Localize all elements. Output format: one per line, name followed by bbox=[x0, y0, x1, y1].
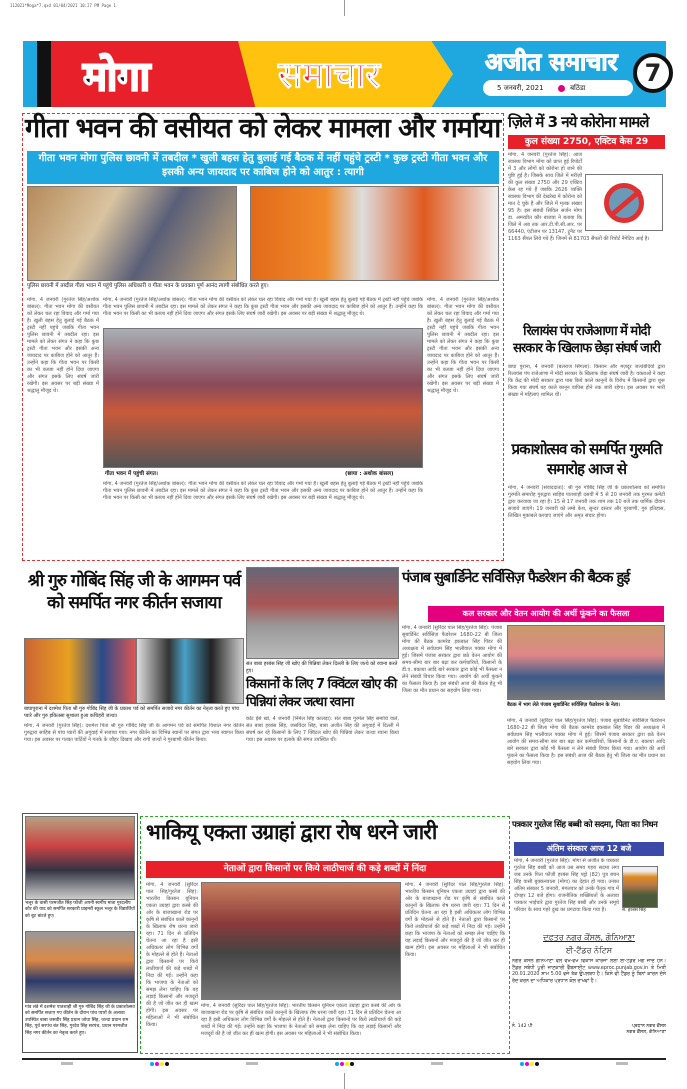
lead-caption-1: पुलिस छावनी में तब्दील गीता भवन में पहुंचे पुलिस अधिकारी व गीता भवन के प्रवक्ता पूर्ण आनंद त्यागी संबोधित करते हुए। bbox=[27, 283, 269, 289]
nagar-kirtan-caption: बाघापुराना में दशमेश पिता श्री गुरु गोबिंद सिंह जी के प्रकाश पर्व को समर्पित सजाये नगर कीर्तन का नेतृत्व करते हुए पांच प्यारे और गुरु इकितसा सुशाला हुआ कचिहरी जत्था। bbox=[24, 706, 239, 719]
masthead bbox=[23, 41, 666, 107]
bkuy-band: नेताओं द्वारा किसानों पर किये लाठीचार्ज की कड़े शब्दों में निंदा bbox=[146, 861, 504, 878]
jatha-photo bbox=[246, 567, 399, 659]
crop-mark bbox=[344, 0, 345, 16]
federation-headline: पंजाब सुबार्डिनेट सर्विसिज़ फैडरेशन की बैठक हुई bbox=[402, 570, 630, 586]
nagar-kirtan-photo-2 bbox=[136, 638, 244, 704]
reliance-body: बाघा पुराना, 4 जनवरी (बलराज सिंगला): किसान और मज़दूर जत्थेबंदियों द्वारा रिलायंस पंप राजेआणा में मोदी सरकार के खिलाफ छेड़ा संघर्ष जारी है। वक्ताओं ने कहा कि केंद्र की मोदी सरकार द्वारा पास किये काले कानूनों के विरोध में किसानों द्वारा शुरू किया गया संघर्ष यह काले कानून वापिस होने तक जारी रहेगा। इस अवसर पर भारी संख्या में महिलाएं शामिल थीं। bbox=[508, 364, 665, 398]
paper-name: अजीत समाचार bbox=[485, 48, 618, 76]
khoya-headline: किसानों के लिए 7 क्विंटल खोए की पिन्नियां लेकर जत्था रवाना bbox=[246, 677, 397, 710]
obituary-photo-caption: स. हरबंस सिंह bbox=[622, 908, 646, 913]
obituary-story bbox=[514, 858, 664, 928]
notice-ref: ਨੰ. 142 ਪੀ bbox=[512, 1024, 533, 1029]
lead-body: मोगा, 4 जनवरी (गुरतेज सिंह/अशोक बांसल): गीता भवन मोगा की वसीयत को लेकर चल रहा विवाद और गर्मा गया है। खुली बहस हेतु बुलाई गई बैठक में ट्रस्टी नहीं पहुंचे जबकि गीता भवन पुलिस छावनी में तबदील रहा। इस मामले को लेकर संगत ने कहा कि कुछ ट्रस्टी गीता भवन और इसकी अन्य जायदाद पर काबिज होने को आतुर हैं। उन्होंने कहा कि गीता भवन पर किसी का भी कब्जा नहीं होने दिया जाएगा और संगत इसके लिए संघर्ष जारी रखेगी। इस अवसर पर बड़ी संख्या में श्रद्धालु मौजूद थे। bbox=[103, 481, 423, 501]
city-title: मोगा bbox=[83, 54, 151, 100]
obituary-band: अंतिम संस्कार आज 12 बजे bbox=[514, 842, 664, 856]
notice-title: ਦਫ਼ਤਰ ਨਗਰ ਕੌਂਸਲ, ਗੋਨਿਆਣਾ bbox=[543, 933, 635, 942]
photo-credit: (छाया : अशोक बांसल) bbox=[345, 471, 394, 477]
corona-body: मोगा, 4 जनवरी (गुरतेज सिंह): आज स्वास्थ्य विभाग मोगा को प्राप्त हुई रिपोर्टों में 3 और लोगों को कोरोना हो जाने की पुष्टि हुई है। जिसके साथ जिले में मरीज़ों की कुल संख्या 2750 और 29 एक्टिव केस रह गये हैं जबकि 2626 व्यक्ति स्वास्थ्य विभाग की देखरेख में कोरोना को मात दे चुके हैं और जिले में मृतक संख्या 95 है। इस संबंधी सिविल सर्जन मोगा डा. अमरप्रीत कौर बाजवा ने बताया कि जिले में अब तक आर.टी.पी.सी.आर. पर 66440, एंटीजन पर 13147, ट्रूनैट पर 1163 सैंपल लिये गये हैं। जिनमें से 81703 सैंपलों की रिपोर्ट नैगेटिव आई है। bbox=[508, 152, 650, 242]
no-virus-icon bbox=[604, 183, 644, 223]
obituary-body: मोगा, 4 जनवरी (गुरतेज सिंह): मोगा से अजीत के पत्रकार गुरतेज सिंह बब्बी को आज उस समय गहरा सदमा लगा जब उनके पिता फौजी हरबंस सिंह पट्टो (82) पुत्र बचन सिंह वासी बुक्कनवाला (मोगा) का देहांत हो गया। उनका अंतिम संस्कार 5 जनवरी, मंगलवार को उनके पैतृक गांव में दोपहर 12 बजे होगा। राजनीतिक शख्सियतों के अलावा पत्रकार भाईचारे द्वारा गुरतेज सिंह बब्बी और उनके समूचे परिवार के साथ गहरे दुख का प्रगटावा किया गया है। bbox=[514, 858, 619, 913]
kirtan-lande-photo bbox=[25, 931, 135, 1003]
issue-date: 5 जनवरी, 2021 bbox=[497, 84, 544, 92]
tender-notice bbox=[512, 930, 666, 1054]
federation-band: कल सरकार और वेतन आयोग की अर्थी फूंकने का फैसला bbox=[428, 606, 664, 622]
corona-band: कुल संख्या 2750, एक्टिव केस 29 bbox=[508, 135, 665, 149]
harbans-singh-photo bbox=[622, 866, 658, 908]
lead-headline: गीता भवन की वसीयत को लेकर मामला और गर्माया bbox=[25, 113, 501, 144]
khoya-body: कोट ईसे खां, 4 जनवरी (निर्मल सिंह कालड़ा): संत बाबा गुरमेल सिंह समाधि वाले, संत बाबा हरबंस सिंह, जसविंदर सिंह, बाबा अजीत सिंह की अगुवाई में दिल्ली में संघर्ष कर रहे किसानों के लिए 7 क्विंटल खोए की पिन्नियां लेकर जत्था रवाना किया गया। इस अवसर पर इलाके की संगत उपस्थित थी। bbox=[246, 716, 399, 743]
covid-virus-image bbox=[585, 174, 663, 231]
school-kids-caption: भलूर के वासी परमजीत सिंह फौजी अपनी स्वर्गीय माता गुरदलीप कौर की याद को समर्पित सरकारी प्राइमरी स्कूल भलूर के विद्यार्थियों को बूट बांटते हुए। bbox=[25, 901, 135, 919]
crop-mark bbox=[344, 1073, 345, 1089]
nagar-kirtan-body: मोगा, 4 जनवरी (गुरतेज सिंह): दशमेश पिता श्री गुरु गोबिंद सिंह जी के आगमन पर्व को समर्पित विशाल नगर कीर्तन गुरुद्वारा साहिब से पांच प्यारों की अगुवाई में सजाया गया। नगर कीर्तन का विभिन्न स्थानों पर संगत द्वारा भव्य स्वागत किया गया। इस अवसर पर गतका पार्टियों ने गतके के जौहर दिखाए और रागी जत्थों ने गुरबाणी कीर्तन किया। bbox=[24, 723, 244, 743]
edition-name: बठिंडा bbox=[570, 84, 586, 92]
notice-body: ਨਗਰ ਕੌਂਸਲ ਗੋਨਿਆਣਾ ਵੱਲੋਂ ਵੱਖ-ਵੱਖ ਵਿਕਾਸ ਕਾਰਜਾਂ ਲਈ ਈ-ਟੈਂਡਰ ਮੰਗੇ ਜਾਂਦੇ ਹਨ। ਟੈਂਡਰ ਸਬੰਧੀ ਪੂਰੀ ਜਾਣਕਾਰੀ ਵੈੱਬਸਾਈਟ www.eproc.punjab.gov.in ਤੇ ਮਿਤੀ 20.01.2020 ਸ਼ਾਮ 5.00 ਵਜੇ ਤੱਕ ਉਪਲਬਧ ਹੈ। ਕਿਸੇ ਵੀ ਟੈਂਡਰ ਨੂੰ ਬਿਨਾਂ ਕਾਰਨ ਦੱਸੇ ਰੱਦ ਕਰਨ ਦਾ ਅਧਿਕਾਰ ਪ੍ਰਧਾਨ ਕੋਲ ਰਾਖਵਾਂ ਹੈ। bbox=[512, 959, 666, 984]
notice-sign-2: ਨਗਰ ਕੌਂਸਲ, ਗੋਨਿਆਣਾ bbox=[626, 1030, 666, 1035]
lead-body: मोगा, 4 जनवरी (गुरतेज सिंह/अशोक बांसल): गीता भवन मोगा की वसीयत को लेकर चल रहा विवाद और गर्मा गया है। खुली बहस हेतु बुलाई गई बैठक में ट्रस्टी नहीं पहुंचे जबकि गीता भवन पुलिस छावनी में तबदील रहा। इस मामले को लेकर संगत ने कहा कि कुछ ट्रस्टी गीता भवन और इसकी अन्य जायदाद पर काबिज होने को आतुर हैं। उन्होंने कहा कि गीता भवन पर किसी का भी कब्जा नहीं होने दिया जाएगा और संगत इसके लिए संघर्ष जारी रखेगी। इस अवसर पर बड़ी संख्या में श्रद्धालु मौजूद थे। bbox=[427, 297, 499, 394]
bkuy-body: मोगा, 4 जनवरी (सुरिंदर पाल सिंह/गुरतेज सिंह): भारतीय किसान यूनियन एकता उग्राहां द्वारा कस्बे की ओर के बाजाखाना रोड पर कृषि से संबंधित काले कानूनों के खिलाफ रोष धरना जारी रहा। 71 दिन से प्रतिदिन चेतना आ रहा है इसी अधिकतर लोग विभिन्न वर्गों के मोहल्ले से होते हैं। नेताओं द्वारा किसानों पर किये लाठीचार्ज की कड़े शब्दों में निंदा की गई। उन्होंने कहा कि भाजपा के नेताओं को समझ लेना चाहिए कि यह लड़ाई किसानों और मजदूरों की है जो जीत कर ही खत्म होगी। इस अवसर पर महिलाओं ने भी संबोधित किया। bbox=[201, 1003, 401, 1037]
prakash-body: मोगा, 4 जनवरी (संवाददाता): श्री गुरु गोबिंद सिंह जी के प्रकाशोत्सव को समर्पित गुरमति समारोह गुरुद्वारा साहिब पातशाही दसवीं में 5 से 20 जनवरी तक गुरमत कमेटी द्वारा करवाया जा रहा है। 15 से 17 जनवरी तक शाम तक 10 बजे तक धार्मिक दीवान सजाये जाएंगे। 19 जनवरी को लम्बे केश, सुन्दर दस्तार और गुरबाणी, गुरु इतिहास, लिखित मुकाबले करवाए जाएंगे और अमृत संचार होगा। bbox=[508, 485, 665, 519]
kirtan-lande-caption: गांव लंडे में दशमेश पातशाही श्री गुरु गोबिंद सिंह जी के प्रकाशोत्सव को समर्पित सजाए गए कीर्तन के दौरान पांच प्यारों के अलावा उपस्थित बाबा जसवीर सिंह प्रधान जोधा सिंह, जत्था प्रधान राम सिंह, पूर्व सरपंच बंत सिंह, गुरदेव सिंह सरपंच, प्रधान परमजीत सिंह नगर कीर्तन का नेतृत्व करते हुए। bbox=[25, 1005, 135, 1036]
lead-body: मोगा, 4 जनवरी (गुरतेज सिंह/अशोक बांसल): गीता भवन मोगा की वसीयत को लेकर चल रहा विवाद और गर्मा गया है। खुली बहस हेतु बुलाई गई बैठक में ट्रस्टी नहीं पहुंचे जबकि गीता भवन पुलिस छावनी में तबदील रहा। इस मामले को लेकर संगत ने कहा कि कुछ ट्रस्टी गीता भवन और इसकी अन्य जायदाद पर काबिज होने को आतुर हैं। उन्होंने कहा कि गीता भवन पर किसी का भी कब्जा नहीं होने दिया जाएगा और संगत इसके लिए संघर्ष जारी रखेगी। इस अवसर पर बड़ी संख्या में श्रद्धालु मौजूद थे। bbox=[103, 297, 423, 317]
notice-subtitle: ਈ-ਟੈਂਡਰ ਨੋਟਿਸ bbox=[565, 946, 613, 955]
obituary-photo-block bbox=[622, 866, 662, 914]
print-slug: 112021*Moga*7.qxd 01/04/2021 10:27 PM Page 1 bbox=[10, 3, 116, 8]
corona-story bbox=[508, 152, 665, 318]
bkuy-body: मोगा, 4 जनवरी (सुरिंदर पाल सिंह/गुरतेज सिंह): भारतीय किसान यूनियन एकता उग्राहां द्वारा कस्बे की ओर के बाजाखाना रोड पर कृषि से संबंधित काले कानूनों के खिलाफ रोष धरना जारी रहा। 71 दिन से प्रतिदिन चेतना आ रहा है इसी अधिकतर लोग विभिन्न वर्गों के मोहल्ले से होते हैं। नेताओं द्वारा किसानों पर किये लाठीचार्ज की कड़े शब्दों में निंदा की गई। उन्होंने कहा कि भाजपा के नेताओं को समझ लेना चाहिए कि यह लड़ाई किसानों और मजदूरों की है जो जीत कर ही खत्म होगी। इस अवसर पर महिलाओं ने भी संबोधित किया। bbox=[405, 882, 505, 958]
police-photo bbox=[27, 186, 237, 281]
footer-rule bbox=[22, 1058, 666, 1060]
bkuy-body: मोगा, 4 जनवरी (सुरिंदर पाल सिंह/गुरतेज सिंह): भारतीय किसान यूनियन एकता उग्राहां द्वारा कस्बे की ओर के बाजाखाना रोड पर कृषि से संबंधित काले कानूनों के खिलाफ रोष धरना जारी रहा। 71 दिन से प्रतिदिन चेतना आ रहा है इसी अधिकतर लोग विभिन्न वर्गों के मोहल्ले से होते हैं। नेताओं द्वारा किसानों पर किये लाठीचार्ज की कड़े शब्दों में निंदा की गई। उन्होंने कहा कि भाजपा के नेताओं को समझ लेना चाहिए कि यह लड़ाई किसानों और मजदूरों की है जो जीत कर ही खत्म होगी। इस अवसर पर महिलाओं ने भी संबोधित किया। bbox=[146, 882, 198, 1028]
corona-headline: ज़िले में 3 नये कोरोना मामले bbox=[508, 113, 649, 131]
bkuy-headline: भाकियू एकता उग्राहां द्वारा रोष धरने जारी bbox=[146, 820, 437, 844]
sangat-photo bbox=[103, 328, 423, 468]
lead-caption-2: गीता भवन में पहुंची संगत। bbox=[105, 471, 159, 477]
page-number: 7 bbox=[633, 53, 673, 93]
school-kids-photo bbox=[25, 816, 135, 900]
bullet-icon bbox=[558, 85, 565, 92]
notice-sign-1: ਪ੍ਰਧਾਨ ਨਗਰ ਕੌਂਸਲ bbox=[631, 1024, 666, 1029]
nagar-kirtan-photo-1 bbox=[24, 638, 136, 704]
section-title: समाचार bbox=[278, 55, 381, 96]
dharna-photo bbox=[201, 882, 401, 1000]
federation-body: मोगा, 4 जनवरी (सुरिंदर पाल सिंह/गुरतेज सिंह): पंजाब सुबार्डिनेट सर्विसिज़ फैडरेशन 1680-22 बी जिला मोगा की बैठक कामरेड इकबाल सिंह पिंडर की अध्यक्षता में सर्वप्रथम सिंह भालीवाल पक्का मोगा में हुई। जिसमें पंजाब सरकार द्वारा छठे वेतन आयोग की समय-सीमा बार बार बढ़ा कर कर्मचारियों, किसानों के डी.ए. बकाया आदि बारे सरकार द्वारा कोई भी फैसला न लेने संबंधी विचार किया गया। आयोग की अर्थी फूंकने का फैसला किया है। इस संबंधी आज की बैठक हेतु भी जिला का मीत प्रधान का सहयोग लिया गया। bbox=[507, 718, 665, 766]
lead-body: मोगा, 4 जनवरी (गुरतेज सिंह/अशोक बांसल): गीता भवन मोगा की वसीयत को लेकर चल रहा विवाद और गर्मा गया है। खुली बहस हेतु बुलाई गई बैठक में ट्रस्टी नहीं पहुंचे जबकि गीता भवन पुलिस छावनी में तबदील रहा। इस मामले को लेकर संगत ने कहा कि कुछ ट्रस्टी गीता भवन और इसकी अन्य जायदाद पर काबिज होने को आतुर हैं। उन्होंने कहा कि गीता भवन पर किसी का भी कब्जा नहीं होने दिया जाएगा और संगत इसके लिए संघर्ष जारी रखेगी। इस अवसर पर बड़ी संख्या में श्रद्धालु मौजूद थे। bbox=[27, 297, 99, 394]
obituary-headline: पत्रकार गुरतेज सिंह बब्बी को सदमा, पिता का निधन bbox=[512, 820, 658, 830]
sants-photo bbox=[250, 186, 499, 281]
federation-body: मोगा, 4 जनवरी (सुरिंदर पाल सिंह/गुरतेज सिंह): पंजाब सुबार्डिनेट सर्विसिज़ फैडरेशन 1680-22 बी जिला मोगा की बैठक कामरेड इकबाल सिंह पिंडर की अध्यक्षता में सर्वप्रथम सिंह भालीवाल पक्का मोगा में हुई। जिसमें पंजाब सरकार द्वारा छठे वेतन आयोग की समय-सीमा बार बार बढ़ा कर कर्मचारियों, किसानों के डी.ए. बकाया आदि बारे सरकार द्वारा कोई भी फैसला न लेने संबंधी विचार किया गया। आयोग की अर्थी फूंकने का फैसला किया है। इस संबंधी आज की बैठक हेतु भी जिला का मीत प्रधान का सहयोग लिया गया। bbox=[402, 625, 502, 694]
reliance-headline: रिलायंस पंप राजेआणा में मोदी सरकार के खिलाफ छेड़ा संघर्ष जारी bbox=[513, 324, 660, 356]
federation-meeting-photo bbox=[507, 625, 665, 700]
federation-caption: बैठक में भाग लेते पंजाब सुबार्डिनेट सर्विसिज़ फैडरेशन के नेता। bbox=[507, 702, 620, 708]
jatha-caption: संत बाबा हरबंस सिंह जी खोए की पिन्नियां लेकर दिल्ली के लिए जत्थे को रवाना करते हुए। bbox=[246, 661, 398, 674]
color-registration-marks bbox=[22, 1061, 666, 1066]
prakash-headline: प्रकाशोत्सव को समर्पित गुरमति समारोह आज से bbox=[511, 440, 662, 478]
nagar-kirtan-headline: श्री गुरु गोबिंद सिंह जी के आगमन पर्व को समर्पित नगर कीर्तन सजाया bbox=[27, 571, 241, 614]
lead-subhead: गीता भवन मोगा पुलिस छावनी में तबदील * खुली बहस हेतु बुलाई गई बैठक में नहीं पहुंचे ट्रस्टी * कुछ ट्रस्टी गीता भवन और इसकी अन्य जायदाद पर काबिज होने को आतुर : त्यागी bbox=[27, 151, 499, 184]
